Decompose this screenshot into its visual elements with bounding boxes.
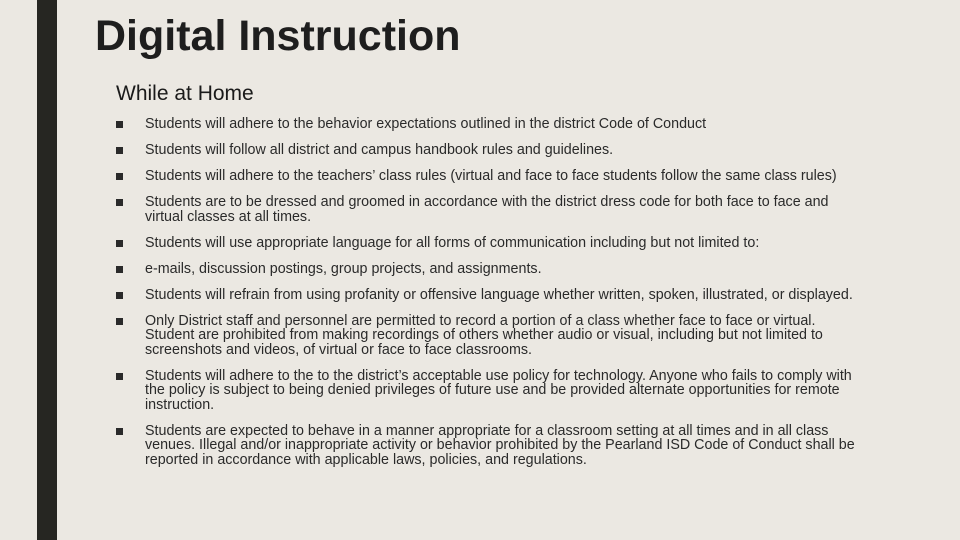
bullet-text: Students will adhere to the behavior expectations outlined in the district Code of Conduct [145, 116, 707, 132]
bullet-text: Students will refrain from using profanity or offensive language whether written, spoken, illustrated, or displayed. [145, 286, 853, 303]
bullet-text: Students will use appropriate language for all forms of communication including but not limited to: [145, 234, 760, 251]
square-bullet-icon [116, 199, 123, 206]
square-bullet-icon [116, 147, 123, 154]
square-bullet-icon [116, 292, 123, 299]
bullet-item [116, 262, 856, 277]
bullet-item [116, 195, 856, 224]
bullet-item [116, 236, 856, 251]
bullet-text: Students are to be dressed and groomed in accordance with the district dress code for both face to face and virtual classes at all times. [145, 194, 829, 225]
slide-title: Digital Instruction [95, 12, 461, 60]
bullet-text: Students are expected to behave in a manner appropriate for a classroom setting at all times and in all class venues. Illegal and/or inappropriate activity or behavior prohibited by the Pearland ISD Code of Conduct shall be reported in accordance with applicable laws, policies, and regulations. [145, 422, 855, 468]
left-accent-bar [37, 0, 57, 540]
bullet-item [116, 117, 856, 132]
bullet-item [116, 369, 856, 413]
bullet-text: Students will follow all district and campus handbook rules and guidelines. [145, 142, 614, 158]
square-bullet-icon [116, 318, 123, 325]
bullet-text: Students will adhere to the to the district’s acceptable use policy for technology. Anyone who fails to comply with the policy is subject to being denied privileges of future use and be provided alternate opportunities for remote instruction. [145, 367, 852, 413]
square-bullet-icon [116, 266, 123, 273]
slide-subtitle: While at Home [116, 82, 254, 105]
square-bullet-icon [116, 173, 123, 180]
bullet-text: e-mails, discussion postings, group projects, and assignments. [145, 260, 542, 277]
square-bullet-icon [116, 240, 123, 247]
bullet-list [116, 117, 856, 479]
bullet-text: Only District staff and personnel are permitted to record a portion of a class whether face to face or virtual. Student are prohibited from making recordings of others whether audio or visual, including but not limited to screenshots and videos, of virtual or face to face classrooms. [145, 312, 823, 358]
bullet-item [116, 169, 856, 184]
bullet-item [116, 424, 856, 468]
bullet-item [116, 288, 856, 303]
square-bullet-icon [116, 428, 123, 435]
bullet-item [116, 314, 856, 358]
square-bullet-icon [116, 121, 123, 128]
square-bullet-icon [116, 373, 123, 380]
bullet-text: Students will adhere to the teachers’ class rules (virtual and face to face students follow the same class rules) [145, 168, 837, 184]
bullet-item [116, 143, 856, 158]
